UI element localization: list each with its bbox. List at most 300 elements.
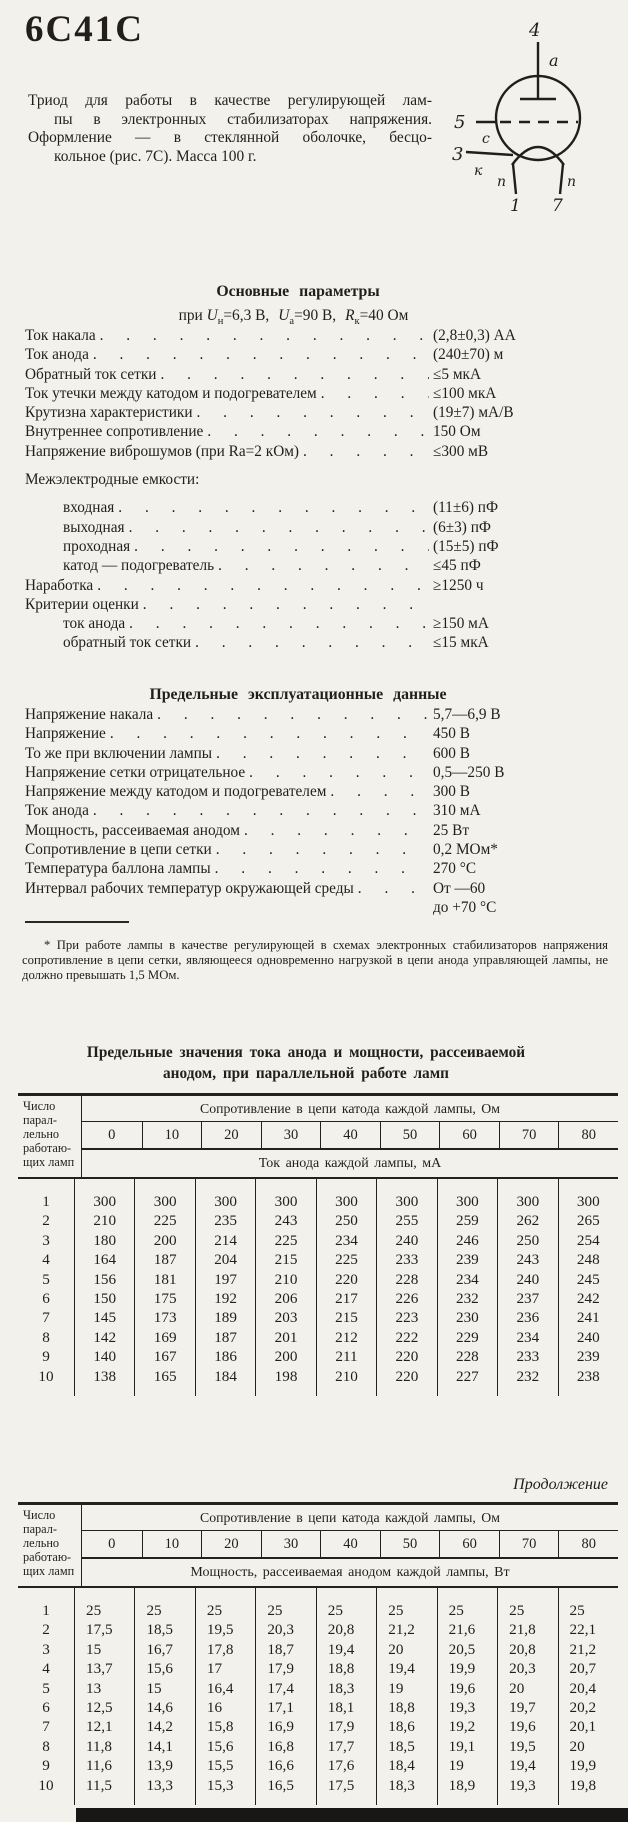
table-cell: 18,7 (255, 1640, 315, 1659)
parameter-row (25, 519, 603, 538)
dot-leader (303, 443, 429, 461)
table-cell: 189 (195, 1308, 255, 1327)
parameter-value: 270 °С (433, 860, 477, 878)
table-cell: 15,5 (195, 1756, 255, 1775)
table-cell: 25 (74, 1601, 134, 1620)
table-cell: 140 (74, 1347, 134, 1366)
dot-leader (330, 783, 429, 801)
ghost-cell (497, 1588, 557, 1601)
table-cell: 215 (316, 1308, 376, 1327)
parameter-row (25, 471, 603, 490)
dot-leader (215, 860, 429, 878)
table-cell: 215 (255, 1250, 315, 1269)
parameter-label: Межэлектродные емкости: (25, 471, 200, 489)
table-cell: 18,9 (437, 1776, 497, 1795)
table-cell: 233 (497, 1347, 557, 1366)
grid-label: с (482, 131, 490, 147)
parameter-value: 600 В (433, 744, 470, 762)
table-cell: 232 (437, 1289, 497, 1308)
ghost-cell (18, 1386, 74, 1396)
parameter-label: Обратный ток сетки (25, 365, 157, 383)
table-cell: 20,5 (437, 1640, 497, 1659)
dot-leader (134, 538, 429, 556)
row-number-cell: 9 (42, 1348, 50, 1366)
ghost-cell (376, 1795, 436, 1805)
table-cell: 184 (195, 1367, 255, 1386)
column-headers-row (82, 1531, 618, 1559)
parameter-row (25, 822, 603, 841)
table-cell: 243 (255, 1211, 315, 1230)
ghost-cell (134, 1588, 194, 1601)
table-cell: 19,7 (497, 1698, 557, 1717)
parameter-value: (6±3) пФ (433, 518, 491, 536)
parameter-value: 0,5—250 В (433, 763, 505, 781)
dot-leader (244, 822, 429, 840)
dot-leader (358, 880, 429, 898)
anode-label: a (549, 51, 559, 70)
table-body (18, 1179, 618, 1396)
table-cell: 220 (376, 1347, 436, 1366)
column-header: 60 (439, 1531, 499, 1557)
table-cell: 167 (134, 1347, 194, 1366)
table-cell: 214 (195, 1231, 255, 1250)
ghost-cell (255, 1179, 315, 1192)
parameter-label: катод — подогреватель (63, 557, 215, 575)
table-cell: 20,2 (558, 1698, 618, 1717)
column-header: 80 (558, 1531, 618, 1557)
ghost-cell (437, 1588, 497, 1601)
table1-title (0, 1042, 612, 1084)
parameter-value: (15±5) пФ (433, 537, 499, 555)
parameter-row (25, 880, 603, 899)
stub-line: Число (23, 1508, 56, 1522)
table-cell: 15 (134, 1679, 194, 1698)
table-cell: 206 (255, 1289, 315, 1308)
table-cell: 25 (376, 1601, 436, 1620)
table-cell: 12,5 (74, 1698, 134, 1717)
table-cell: 212 (316, 1328, 376, 1347)
symbol-subscript: к (354, 316, 360, 328)
table-cell: 16,9 (255, 1717, 315, 1736)
parameter-label: Крутизна характеристики (25, 404, 193, 422)
table-cell: 235 (195, 1211, 255, 1230)
row-number-cell: 3 (42, 1640, 50, 1658)
column-header: 0 (108, 1536, 116, 1552)
table-cell: 15,8 (195, 1717, 255, 1736)
table-cell: 226 (376, 1289, 436, 1308)
table-cell: 300 (255, 1192, 315, 1211)
table-cell: 245 (558, 1270, 618, 1289)
table-cell: 150 (74, 1289, 134, 1308)
tube-description (28, 92, 432, 166)
table-cell: 20,8 (497, 1640, 557, 1659)
table-cell: 19 (437, 1756, 497, 1775)
symbol: R (345, 307, 355, 324)
table-cell: 16,4 (195, 1679, 255, 1698)
parameter-row (25, 596, 603, 615)
parameter-row (25, 841, 603, 860)
symbol-subscript: а (289, 316, 295, 328)
table-cell: 19,9 (558, 1756, 618, 1775)
footnote-separator (25, 921, 129, 923)
table-cell: 236 (497, 1308, 557, 1327)
table-header (18, 1505, 618, 1588)
table-cell: 20,7 (558, 1659, 618, 1678)
dot-leader (195, 634, 429, 652)
table-cell: 17,4 (255, 1679, 315, 1698)
parameter-value: От —60 (433, 879, 486, 897)
footnote-text: * При работе лампы в качестве регулирующей в схемах электронных стабилизаторов напряжения сопротивление в цепи сетки, являющееся одновременно нагрузкой в цепи анода управляющей лампы, не должно превышать 1,5 МОм. (22, 938, 608, 982)
table-cell: 238 (558, 1367, 618, 1386)
dot-leader (249, 764, 429, 782)
parameter-label: Внутреннее сопротивление (25, 423, 204, 441)
parameter-row (25, 860, 603, 879)
table-cell: 17,8 (195, 1640, 255, 1659)
table-cell: 25 (195, 1601, 255, 1620)
table-cell: 18,8 (376, 1698, 436, 1717)
parameter-value: ≤100 мкА (433, 384, 497, 402)
table-cell: 25 (134, 1601, 194, 1620)
ghost-cell (134, 1179, 194, 1192)
table-cell: 243 (497, 1250, 557, 1269)
ghost-cell (18, 1179, 74, 1192)
table-cell: 16,7 (134, 1640, 194, 1659)
table-cell: 225 (316, 1250, 376, 1269)
table-cell: 20,3 (255, 1620, 315, 1639)
ghost-cell (437, 1179, 497, 1192)
table-cell: 217 (316, 1289, 376, 1308)
table-cell: 21,2 (376, 1620, 436, 1639)
parameter-value: 25 Вт (433, 821, 470, 839)
parameter-label: Напряжение сетки отрицательное (25, 763, 246, 781)
table-cell: 187 (195, 1328, 255, 1347)
table-cell: 203 (255, 1308, 315, 1327)
table-cell: 138 (74, 1367, 134, 1386)
table-cell: 13,7 (74, 1659, 134, 1678)
parameter-row (25, 725, 603, 744)
table-cell: 18,1 (316, 1698, 376, 1717)
ghost-cell (437, 1795, 497, 1805)
parameter-value: ≥150 мА (433, 615, 489, 633)
table-cell: 20,3 (497, 1659, 557, 1678)
row-number-cell: 7 (42, 1718, 50, 1736)
table-cell: 17,5 (74, 1620, 134, 1639)
table-cell: 20 (376, 1640, 436, 1659)
condition-item (345, 307, 409, 328)
table-cell: 18,3 (376, 1776, 436, 1795)
table-cell: 220 (376, 1367, 436, 1386)
column-header: 30 (261, 1122, 321, 1148)
ghost-cell (255, 1588, 315, 1601)
table-cell: 19,5 (497, 1737, 557, 1756)
conditions-prefix: при (178, 307, 207, 324)
stub-line: парал- (23, 1521, 57, 1536)
dot-leader (93, 346, 429, 364)
table-cell: 17,7 (316, 1737, 376, 1756)
description-line: Оформление — в стеклянной оболочке, бесцо- (28, 129, 432, 147)
parameter-row (25, 327, 603, 346)
table-cell: 142 (74, 1328, 134, 1347)
ghost-cell (195, 1795, 255, 1805)
parameter-row (25, 423, 603, 442)
table-cell: 16 (195, 1698, 255, 1717)
table-stub-header (18, 1096, 82, 1177)
ghost-cell (195, 1179, 255, 1192)
stub-line: Число (23, 1099, 56, 1113)
parameter-row (25, 385, 603, 404)
table-cell: 250 (497, 1231, 557, 1250)
column-header: 30 (261, 1531, 321, 1557)
stub-line: парал- (23, 1112, 57, 1127)
table-cell: 210 (255, 1270, 315, 1289)
table-cell: 180 (74, 1231, 134, 1250)
stub-line: щих ламп (23, 1563, 75, 1578)
table-cell: 300 (316, 1192, 376, 1211)
column-header: 50 (380, 1531, 440, 1557)
dot-leader (118, 499, 429, 517)
table-cell: 234 (316, 1231, 376, 1250)
row-number-cell: 2 (42, 1621, 50, 1639)
parameter-row (25, 615, 603, 634)
parameter-value: (11±6) пФ (433, 499, 499, 517)
stub-line: лельно (23, 1535, 60, 1550)
row-number-cell: 6 (42, 1289, 50, 1307)
table-header-right (82, 1096, 618, 1177)
table-cell: 19,6 (437, 1679, 497, 1698)
ghost-cell (255, 1795, 315, 1805)
table-cell: 239 (437, 1250, 497, 1269)
table-cell: 300 (437, 1192, 497, 1211)
parameter-value: 0,2 МОм* (433, 841, 498, 859)
row-number-cell: 1 (42, 1602, 50, 1619)
column-header: 40 (320, 1531, 380, 1557)
parameter-row (25, 745, 603, 764)
table-group-header: Сопротивление в цепи катода каждой лампы, Ом (82, 1096, 618, 1122)
table-cell: 19,9 (437, 1659, 497, 1678)
table-cell: 237 (497, 1289, 557, 1308)
pin5-label: 5 (454, 112, 466, 133)
parameter-label: проходная (63, 537, 131, 555)
parameter-row (25, 346, 603, 365)
table-cell: 156 (74, 1270, 134, 1289)
parameter-label: входная (63, 499, 115, 517)
ghost-cell (74, 1179, 134, 1192)
scan-bottom-bar (76, 1808, 628, 1822)
parameter-value: ≤45 пФ (433, 557, 481, 575)
column-headers-row (82, 1122, 618, 1150)
table-cell: 13,9 (134, 1756, 194, 1775)
ghost-cell (376, 1179, 436, 1192)
table-cell: 18,5 (376, 1737, 436, 1756)
table-cell: 240 (558, 1328, 618, 1347)
ghost-cell (316, 1179, 376, 1192)
parameter-value: 310 мА (433, 802, 481, 820)
dot-leader (157, 706, 429, 724)
ghost-cell (74, 1795, 134, 1805)
table-cell: 242 (558, 1289, 618, 1308)
parameter-label: Мощность, рассеиваемая анодом (25, 821, 240, 839)
table-cell: 17,9 (316, 1717, 376, 1736)
column-header: 80 (558, 1122, 618, 1148)
dot-leader (321, 385, 429, 403)
table1-title-line1: Предельные значения тока анода и мощности, рассеиваемой (86, 1044, 526, 1061)
ghost-cell (376, 1588, 436, 1601)
table-cell: 16,5 (255, 1776, 315, 1795)
ghost-cell (497, 1795, 557, 1805)
pin7-label: 7 (552, 196, 563, 214)
pin4-label: 4 (529, 20, 541, 41)
table-cell: 186 (195, 1347, 255, 1366)
ghost-cell (497, 1179, 557, 1192)
table-cell: 19,4 (376, 1659, 436, 1678)
table-header (18, 1096, 618, 1179)
parameter-label: выходная (63, 518, 125, 536)
table-cell: 192 (195, 1289, 255, 1308)
parameter-label: ток анода (63, 615, 126, 633)
ghost-cell (316, 1588, 376, 1601)
table-body (18, 1588, 618, 1805)
ghost-cell (18, 1795, 74, 1805)
parameter-value: (19±7) мА/В (433, 404, 514, 422)
row-number-cell: 8 (42, 1328, 50, 1346)
table-cell: 230 (437, 1308, 497, 1327)
parameter-row (25, 366, 603, 385)
table-cell: 223 (376, 1308, 436, 1327)
parameter-label: Ток анода (25, 802, 89, 820)
column-header: 70 (499, 1122, 559, 1148)
symbol: U (278, 307, 290, 324)
ghost-cell (195, 1386, 255, 1396)
ghost-cell (316, 1795, 376, 1805)
table-cell: 20,1 (558, 1717, 618, 1736)
table-cell: 15,6 (195, 1737, 255, 1756)
table-cell: 11,5 (74, 1776, 134, 1795)
cathode-lead (466, 152, 513, 155)
table-stub-header (18, 1505, 82, 1586)
ghost-cell (134, 1386, 194, 1396)
row-number-cell: 1 (42, 1193, 50, 1210)
table-cell: 16,6 (255, 1756, 315, 1775)
table-cell: 18,8 (316, 1659, 376, 1678)
table-cell: 18,5 (134, 1620, 194, 1639)
ghost-cell (558, 1179, 618, 1192)
table-cell: 210 (316, 1367, 376, 1386)
heater-leg-right (560, 164, 563, 194)
dot-leader (161, 366, 430, 384)
table-cell: 12,1 (74, 1717, 134, 1736)
parameter-label: Напряжение (25, 725, 106, 743)
table-cell: 232 (497, 1367, 557, 1386)
table-cell: 265 (558, 1211, 618, 1230)
ghost-cell (74, 1588, 134, 1601)
condition-value: =6,3 В, (223, 307, 270, 324)
heater-right-label: п (567, 174, 577, 190)
table-cell: 169 (134, 1328, 194, 1347)
table-cell: 234 (437, 1270, 497, 1289)
table-cell: 14,6 (134, 1698, 194, 1717)
dot-leader (129, 519, 429, 537)
ghost-cell (437, 1386, 497, 1396)
table-cell: 25 (558, 1601, 618, 1620)
column-header: 40 (320, 1122, 380, 1148)
table-cell: 204 (195, 1250, 255, 1269)
parameter-label: Ток накала (25, 327, 96, 344)
stub-line: щих ламп (23, 1154, 75, 1169)
table-cell: 20,4 (558, 1679, 618, 1698)
parameter-label: Напряжение накала (25, 706, 154, 723)
table-cell: 225 (255, 1231, 315, 1250)
table-subtitle: Мощность, рассеиваемая анодом каждой лампы, Вт (190, 1565, 510, 1580)
table-cell: 145 (74, 1308, 134, 1327)
column-header: 60 (439, 1122, 499, 1148)
table-cell: 228 (376, 1270, 436, 1289)
table-cell: 239 (558, 1347, 618, 1366)
parameter-row (25, 499, 603, 518)
table-cell: 248 (558, 1250, 618, 1269)
row-number-cell: 5 (42, 1679, 50, 1697)
stub-line: работаю- (23, 1549, 72, 1564)
column-header: 10 (142, 1122, 202, 1148)
cathode-arc (512, 147, 564, 165)
condition-value: =40 Ом (359, 307, 409, 324)
parameter-label: Напряжение между катодом и подогревателем (25, 783, 327, 801)
parameter-value: ≤5 мкА (433, 365, 482, 383)
table-cell: 259 (437, 1211, 497, 1230)
table-cell: 229 (437, 1328, 497, 1347)
table-cell: 18,4 (376, 1756, 436, 1775)
table-cell: 187 (134, 1250, 194, 1269)
table-cell: 21,8 (497, 1620, 557, 1639)
table-cell: 211 (316, 1347, 376, 1366)
table-cell: 19,8 (558, 1776, 618, 1795)
table-cell: 262 (497, 1211, 557, 1230)
table-cell: 300 (134, 1192, 194, 1211)
dot-leader (216, 841, 429, 859)
main-params-heading: Основные параметры (216, 283, 380, 300)
table-cell: 222 (376, 1328, 436, 1347)
parameter-label: Критерии оценки (25, 595, 139, 613)
row-number-cell: 3 (42, 1231, 50, 1249)
table-cell: 17,5 (316, 1776, 376, 1795)
parameter-value: 300 В (433, 783, 470, 801)
row-number-cell: 8 (42, 1737, 50, 1755)
table-cell: 250 (316, 1211, 376, 1230)
table-cell: 240 (497, 1270, 557, 1289)
ghost-cell (558, 1588, 618, 1601)
column-header: 50 (380, 1122, 440, 1148)
table-cell: 200 (255, 1347, 315, 1366)
table-cell: 173 (134, 1308, 194, 1327)
table-cell: 19,6 (497, 1717, 557, 1736)
parameter-row (25, 764, 603, 783)
pin3-label: 3 (452, 144, 464, 165)
anode-current-table (18, 1093, 618, 1396)
parameter-row (25, 634, 603, 653)
dot-leader (110, 725, 429, 743)
conditions-line (0, 307, 596, 327)
table-cell: 11,6 (74, 1756, 134, 1775)
table-cell: 175 (134, 1289, 194, 1308)
parameter-label: Интервал рабочих температур окружающей среды (25, 879, 354, 897)
heater-leg-left (513, 164, 516, 194)
table-cell: 233 (376, 1250, 436, 1269)
table-cell: 19,5 (195, 1620, 255, 1639)
row-number-cell: 7 (42, 1309, 50, 1327)
description-line: пы в электронных стабилизаторах напряжения. (54, 110, 432, 128)
column-header: 10 (142, 1531, 202, 1557)
table-cell: 197 (195, 1270, 255, 1289)
table-cell: 19,4 (497, 1756, 557, 1775)
